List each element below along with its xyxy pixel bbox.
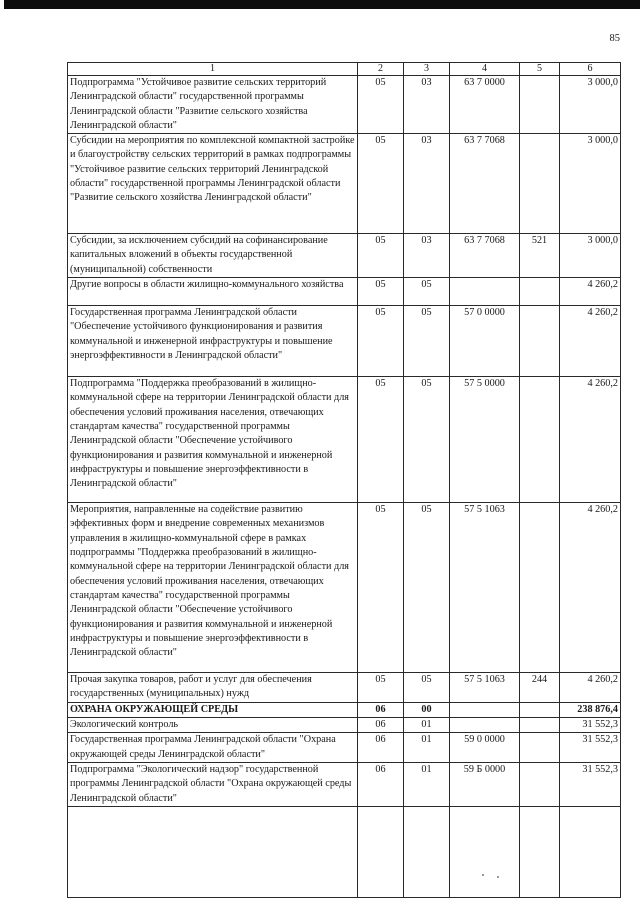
table-row xyxy=(68,806,621,897)
target-article-code-cell: 57 5 0000 xyxy=(450,377,520,503)
expense-type-code-cell xyxy=(520,377,560,503)
header-row xyxy=(68,63,621,76)
amount-cell: 3 000,0 xyxy=(560,134,621,234)
section-code-cell xyxy=(358,806,404,897)
table-row xyxy=(68,503,621,673)
section-code-cell: 05 xyxy=(358,503,404,673)
item-name-cell: ОХРАНА ОКРУЖАЮЩЕЙ СРЕДЫ xyxy=(68,702,358,717)
amount-cell: 4 260,2 xyxy=(560,673,621,703)
section-code-cell: 06 xyxy=(358,733,404,763)
section-code-cell: 05 xyxy=(358,278,404,306)
item-name-cell xyxy=(68,806,358,897)
section-code-cell: 06 xyxy=(358,718,404,733)
expense-type-code-cell xyxy=(520,762,560,806)
item-name-cell: Подпрограмма "Поддержка преобразований в жилищно-коммунальной сфере на территории Ленинградской области для обеспечения условий проживания населения, отвечающих стандартам качества" государственной программы Ленинградской области "Обеспечение устойчивого функционирования и развития коммунальной и инженерной инфраструктуры и повышение энергоэффективности в Ленинградской области" xyxy=(68,377,358,503)
subsection-code-cell: 03 xyxy=(404,234,450,278)
header-col-2: 2 xyxy=(358,63,404,76)
item-name-cell: Мероприятия, направленные на содействие развитию эффективных форм и внедрение современных механизмов управления в жилищно-коммунальной сфере в рамках подпрограммы "Поддержка преобразований в жилищно-коммунальной сфере на территории Ленинградской области для обеспечения условий проживания населения, отвечающих стандартам качества" государственной программы Ленинградской области "Обеспечение устойчивого функционирования и развития коммунальной и инженерной инфраструктуры и повышение энергоэффективности в Ленинградской области" xyxy=(68,503,358,673)
item-name-cell: Другие вопросы в области жилищно-коммунального хозяйства xyxy=(68,278,358,306)
target-article-code-cell: 63 7 7068 xyxy=(450,234,520,278)
subsection-code-cell: 03 xyxy=(404,76,450,134)
subsection-code-cell: 05 xyxy=(404,306,450,377)
section-code-cell: 05 xyxy=(358,673,404,703)
scan-speck xyxy=(482,874,484,876)
header-col-5: 5 xyxy=(520,63,560,76)
header-col-4: 4 xyxy=(450,63,520,76)
target-article-code-cell: 57 5 1063 xyxy=(450,503,520,673)
budget-table xyxy=(67,62,621,898)
expense-type-code-cell xyxy=(520,733,560,763)
item-name-cell: Субсидии на мероприятия по комплексной компактной застройке и благоустройству сельских территорий в рамках подпрограммы "Устойчивое развитие сельских территорий Ленинградской области" государственной программы Ленинградской области "Развитие сельского хозяйства Ленинградской области" xyxy=(68,134,358,234)
table-row xyxy=(68,733,621,763)
table-row xyxy=(68,762,621,806)
item-name-cell: Прочая закупка товаров, работ и услуг для обеспечения государственных (муниципальных) нужд xyxy=(68,673,358,703)
section-code-cell: 05 xyxy=(358,306,404,377)
target-article-code-cell: 59 Б 0000 xyxy=(450,762,520,806)
expense-type-code-cell xyxy=(520,134,560,234)
subsection-code-cell: 05 xyxy=(404,503,450,673)
section-code-cell: 05 xyxy=(358,377,404,503)
table-row xyxy=(68,673,621,703)
target-article-code-cell xyxy=(450,278,520,306)
expense-type-code-cell xyxy=(520,503,560,673)
amount-cell: 3 000,0 xyxy=(560,76,621,134)
item-name-cell: Подпрограмма "Экологический надзор" государственной программы Ленинградской области "Охрана окружающей среды Ленинградской области" xyxy=(68,762,358,806)
table-row xyxy=(68,76,621,134)
subsection-code-cell: 03 xyxy=(404,134,450,234)
section-code-cell: 05 xyxy=(358,234,404,278)
expense-type-code-cell xyxy=(520,718,560,733)
target-article-code-cell xyxy=(450,806,520,897)
table-row xyxy=(68,377,621,503)
target-article-code-cell xyxy=(450,702,520,717)
amount-cell: 31 552,3 xyxy=(560,718,621,733)
subsection-code-cell xyxy=(404,806,450,897)
item-name-cell: Экологический контроль xyxy=(68,718,358,733)
amount-cell: 4 260,2 xyxy=(560,306,621,377)
header-col-1: 1 xyxy=(68,63,358,76)
subsection-code-cell: 01 xyxy=(404,733,450,763)
section-code-cell: 05 xyxy=(358,76,404,134)
subsection-code-cell: 01 xyxy=(404,762,450,806)
header-col-6: 6 xyxy=(560,63,621,76)
table-row xyxy=(68,718,621,733)
subsection-code-cell: 00 xyxy=(404,702,450,717)
target-article-code-cell: 57 5 1063 xyxy=(450,673,520,703)
expense-type-code-cell: 244 xyxy=(520,673,560,703)
header-col-3: 3 xyxy=(404,63,450,76)
subsection-code-cell: 05 xyxy=(404,377,450,503)
subsection-code-cell: 05 xyxy=(404,673,450,703)
table-row xyxy=(68,306,621,377)
table-row xyxy=(68,134,621,234)
target-article-code-cell xyxy=(450,718,520,733)
subsection-code-cell: 01 xyxy=(404,718,450,733)
page-number: 85 xyxy=(609,33,620,44)
amount-cell: 4 260,2 xyxy=(560,377,621,503)
target-article-code-cell: 57 0 0000 xyxy=(450,306,520,377)
target-article-code-cell: 63 7 0000 xyxy=(450,76,520,134)
amount-cell xyxy=(560,806,621,897)
amount-cell: 31 552,3 xyxy=(560,762,621,806)
item-name-cell: Субсидии, за исключением субсидий на софинансирование капитальных вложений в объекты государственной (муниципальной) собственности xyxy=(68,234,358,278)
section-code-cell: 06 xyxy=(358,762,404,806)
target-article-code-cell: 63 7 7068 xyxy=(450,134,520,234)
table-row xyxy=(68,278,621,306)
expense-type-code-cell xyxy=(520,76,560,134)
scan-speck xyxy=(497,876,499,878)
amount-cell: 31 552,3 xyxy=(560,733,621,763)
budget-table-body xyxy=(68,63,621,898)
item-name-cell: Подпрограмма "Устойчивое развитие сельских территорий Ленинградской области" государственной программы Ленинградской области "Развитие сельского хозяйства Ленинградской области" xyxy=(68,76,358,134)
item-name-cell: Государственная программа Ленинградской области "Обеспечение устойчивого функционирования и развития коммунальной и инженерной инфраструктуры и повышение энергоэффективности в Ленинградской области" xyxy=(68,306,358,377)
amount-cell: 3 000,0 xyxy=(560,234,621,278)
target-article-code-cell: 59 0 0000 xyxy=(450,733,520,763)
expense-type-code-cell: 521 xyxy=(520,234,560,278)
expense-type-code-cell xyxy=(520,278,560,306)
expense-type-code-cell xyxy=(520,306,560,377)
table-row xyxy=(68,702,621,717)
table-row xyxy=(68,234,621,278)
scan-top-border xyxy=(4,0,640,9)
section-code-cell: 05 xyxy=(358,134,404,234)
amount-cell: 4 260,2 xyxy=(560,278,621,306)
section-code-cell: 06 xyxy=(358,702,404,717)
subsection-code-cell: 05 xyxy=(404,278,450,306)
expense-type-code-cell xyxy=(520,806,560,897)
expense-type-code-cell xyxy=(520,702,560,717)
amount-cell: 238 876,4 xyxy=(560,702,621,717)
item-name-cell: Государственная программа Ленинградской области "Охрана окружающей среды Ленинградской области" xyxy=(68,733,358,763)
amount-cell: 4 260,2 xyxy=(560,503,621,673)
